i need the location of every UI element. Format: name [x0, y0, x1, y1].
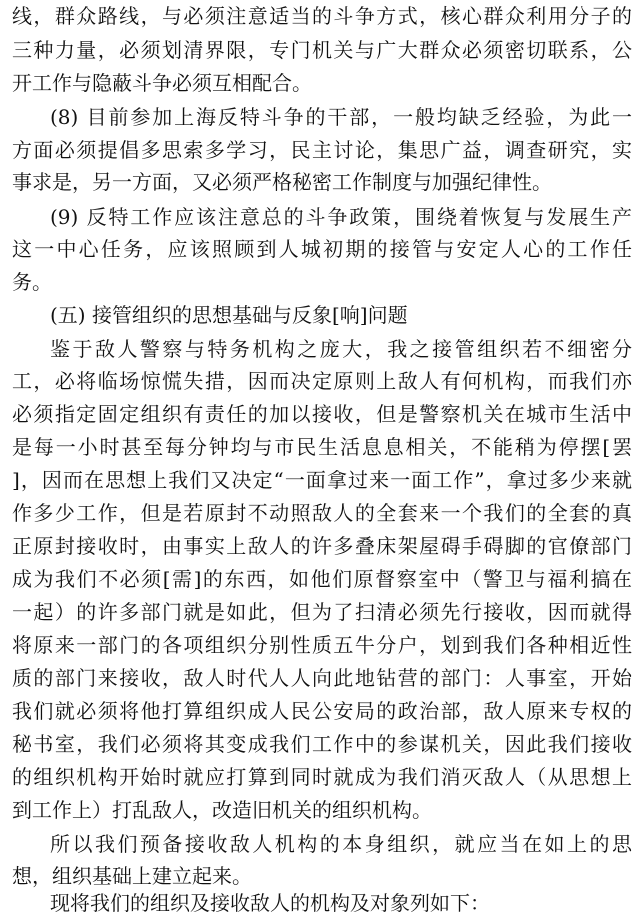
- text-line: 这一中心任务，应该照顾到人城初期的接管与安定人心的工作任: [12, 237, 632, 261]
- text-line: 事求是，另一方面，又必须严格秘密工作制度与加强纪律性。: [12, 170, 552, 194]
- text-line: ]，因而在思想上我们又决定“一面拿过来一面工作”，拿过多少来就: [12, 468, 632, 492]
- text-line: (8) 目前参加上海反特斗争的干部，一般均缺乏经验，为此一: [50, 105, 632, 129]
- text-line: 想，组织基础上建立起来。: [12, 864, 252, 888]
- text-line: 方面必须提倡多思索多学习，民主讨论，集思广益，调查研究，实: [12, 138, 632, 162]
- text-line: 线，群众路线，与必须注意适当的斗争方式，核心群众利用分子的: [12, 4, 632, 28]
- text-line: 秘书室，我们必须将其变成我们工作中的参谋机关，因此我们接收: [12, 732, 632, 756]
- text-line: 作多少工作，但是若原封不动照敌人的全套来一个我们的全套的真: [12, 501, 632, 525]
- text-line: 三种力量，必须划清界限，专门机关与广大群众必须密切联系，公: [12, 38, 632, 62]
- text-line: 务。: [12, 270, 52, 294]
- text-line: 所以我们预备接收敌人机构的本身组织，就应当在如上的思: [50, 832, 632, 856]
- text-line: 将原来一部门的各项组织分别性质五牛分户，划到我们各种相近性: [12, 633, 632, 657]
- text-line: 我们就必须将他打算组织成人民公安局的政治部，敌人原来专权的: [12, 699, 632, 723]
- section-heading: (五) 接管组织的思想基础与反象[响]问题: [50, 303, 408, 327]
- text-line: 正原封接收时，由事实上敌人的许多叠床架屋碍手碍脚的官僚部门: [12, 534, 632, 558]
- text-line: 的组织机构开始时就应打算到同时就成为我们消灭敌人（从思想上: [12, 765, 632, 789]
- text-line: 到工作上）打乱敌人，改造旧机关的组织机构。: [12, 798, 432, 822]
- text-line: 质的部门来接收，敌人时代人人向此地钻营的部门：人事室，开始: [12, 666, 632, 690]
- text-line: 成为我们不必须[需]的东西，如他们原督察室中（警卫与福利搞在: [12, 567, 632, 591]
- text-line: 开工作与隐蔽斗争必须互相配合。: [12, 71, 312, 95]
- text-line: 现将我们的组织及接收敌人的机构及对象列如下：: [50, 891, 490, 915]
- text-line: (9) 反特工作应该注意总的斗争政策，围绕着恢复与发展生产: [50, 205, 632, 229]
- text-line: 是每一小时甚至每分钟均与市民生活息息相关，不能稍为停摆[罢: [12, 435, 632, 459]
- text-line: 鉴于敌人警察与特务机构之庞大，我之接管组织若不细密分: [50, 337, 632, 361]
- text-line: 一起）的许多部门就是如此，但为了扫清必须先行接收，因而就得: [12, 600, 632, 624]
- text-line: 必须指定固定组织有责任的加以接收，但是警察机关在城市生活中: [12, 402, 632, 426]
- text-line: 工，必将临场惊慌失措，因而决定原则上敌人有何机构，而我们亦: [12, 369, 632, 393]
